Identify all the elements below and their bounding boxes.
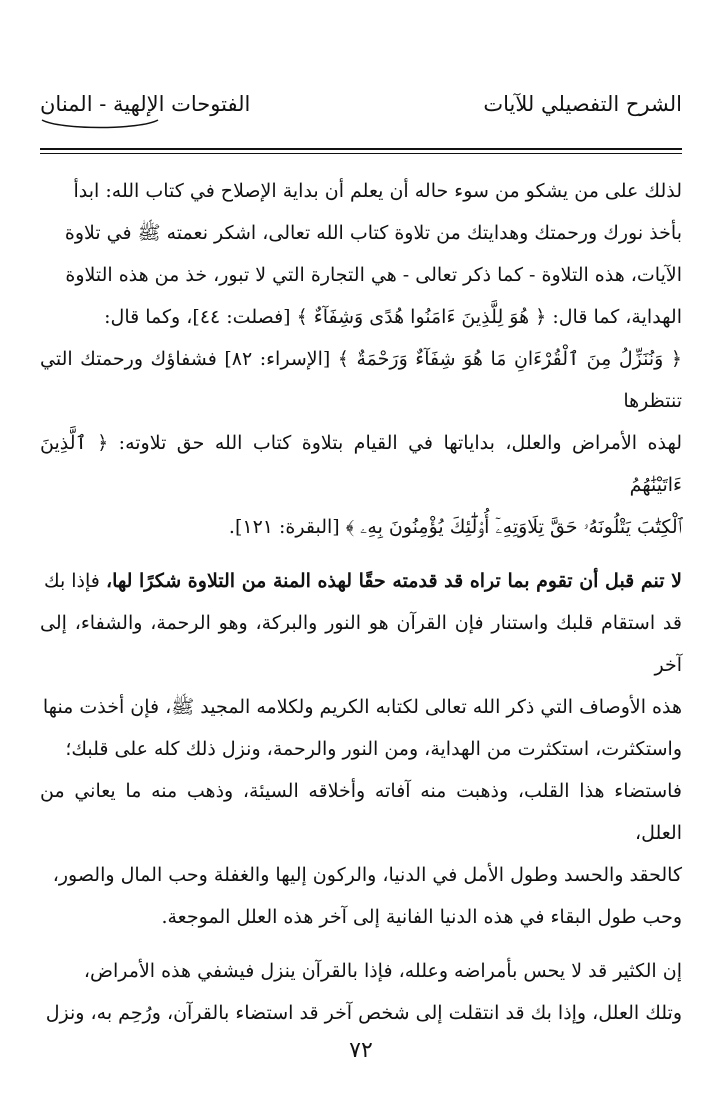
text-line: لهذه الأمراض والعلل، بداياتها في القيام بتلاوة كتاب الله حق تلاوته: ﴿ ٱلَّذِينَ ءَاتَيْنَٰهُمُ [40,432,682,496]
header-rule-thick [40,148,682,150]
text-line: وحب طول البقاء في هذه الدنيا الفانية إلى آخر هذه العلل الموجعة. [161,906,682,928]
text-line: ﴿ وَنُنَزِّلُ مِنَ ٱلْقُرْءَانِ مَا هُوَ شِفَآءٌ وَرَحْمَةٌ ﴾ [الإسراء: ٨٢] فشفاؤك ورحمتك التي تنتظرها [40,348,682,412]
text-line: وتلك العلل، وإذا بك قد انتقلت إلى شخص آخر قد استضاء بالقرآن، ورُحِم به، ونزل [45,1002,682,1024]
text-line: لذلك على من يشكو من سوء حاله أن يعلم أن بداية الإصلاح في كتاب الله: ابدأ [73,180,682,202]
text-line: ٱلْكِتَٰبَ يَتْلُونَهُۥ حَقَّ تِلَاوَتِهِۦٓ أُو۟لَٰٓئِكَ يُؤْمِنُونَ بِهِۦ ﴾ [البقرة: ١٢١]. [228,516,682,538]
header-swash-ornament [40,116,160,130]
text-line: الهداية، كما قال: ﴿ هُوَ لِلَّذِينَ ءَامَنُوا هُدًى وَشِفَآءٌ ﴾ [فصلت: ٤٤]، وكما قال: [104,306,682,328]
paragraph-1 [40,170,682,548]
page-number: ٧٢ [349,1038,373,1063]
paragraph-2 [40,560,682,938]
text-line: بأخذ نورك ورحمتك وهدايتك من تلاوة كتاب الله تعالى، اشكر نعمته ﷺ في تلاوة [64,222,682,244]
text-line: فإذا بك [43,570,100,592]
header-rule-thin [40,153,682,154]
text-line: هذه الأوصاف التي ذكر الله تعالى لكتابه الكريم ولكلامه المجيد ﷺ، فإن أخذت منها [42,696,682,718]
paragraph-3 [40,950,682,1034]
main-text [40,170,682,1046]
bold-lead-sentence: لا تنم قبل أن تقوم بما تراه قد قدمته حقًا لهذه المنة من التلاوة شكرًا لها، [105,570,682,592]
text-line: فاستضاء هذا القلب، وذهبت منه آفاته وأخلاقه السيئة، وذهب منه ما يعاني من العلل، [40,780,682,844]
text-line: الآيات، هذه التلاوة - كما ذكر تعالى - هي التجارة التي لا تبور، خذ من هذه التلاوة [65,264,682,286]
text-line: قد استقام قلبك واستنار فإن القرآن هو النور والبركة، وهو الرحمة، والشفاء، إلى آخر [40,612,682,676]
running-header [40,88,682,132]
header-left-title: الفتوحات الإلهية - المنان [40,92,251,116]
text-line: كالحقد والحسد وطول الأمل في الدنيا، والركون إليها والغفلة وحب المال والصور، [52,864,682,886]
text-line: واستكثرت، استكثرت من الهداية، ومن النور والرحمة، ونزل ذلك كله على قلبك؛ [65,738,682,760]
header-right-title: الشرح التفصيلي للآيات [483,92,682,116]
text-line: إن الكثير قد لا يحس بأمراضه وعلله، فإذا بالقرآن ينزل فيشفي هذه الأمراض، [83,960,682,982]
